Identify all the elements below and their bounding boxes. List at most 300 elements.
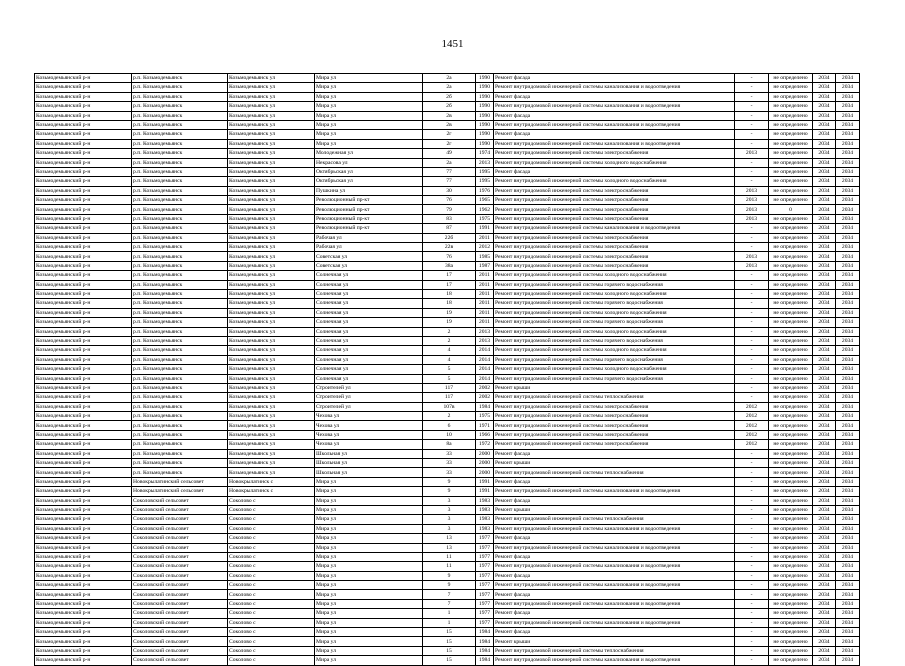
table-row xyxy=(35,252,860,261)
last-repair-year-cell: - xyxy=(735,224,769,233)
house-number-cell: 2г xyxy=(423,130,476,139)
settlement-cell: р.п. Козьмодемьянск xyxy=(132,252,228,261)
plan-year-end-cell: 2034 xyxy=(836,412,860,421)
settlement-cell: Соколовский сельсовет xyxy=(132,571,228,580)
street-cell: Советская ул xyxy=(315,261,423,270)
build-year-cell: 1977 xyxy=(476,609,494,618)
settlement-cell: р.п. Козьмодемьянск xyxy=(132,158,228,167)
street-cell: Мира ул xyxy=(315,92,423,101)
street-cell: Молодежная ул xyxy=(315,149,423,158)
last-repair-year-cell: - xyxy=(735,130,769,139)
locality-cell: Соколово с xyxy=(228,534,315,543)
plan-year-start-cell: 2034 xyxy=(813,355,836,364)
cost-cell: не определено xyxy=(769,158,813,167)
locality-cell: Козьмодемьянск ул xyxy=(228,243,315,252)
house-number-cell: 30 xyxy=(423,186,476,195)
locality-cell: Козьмодемьянск ул xyxy=(228,402,315,411)
house-number-cell: 9 xyxy=(423,477,476,486)
house-number-cell: 107в xyxy=(423,402,476,411)
plan-year-start-cell: 2034 xyxy=(813,505,836,514)
street-cell: Мира ул xyxy=(315,609,423,618)
build-year-cell: 1977 xyxy=(476,618,494,627)
plan-year-end-cell: 2034 xyxy=(836,130,860,139)
settlement-cell: Соколовский сельсовет xyxy=(132,524,228,533)
street-cell: Мира ул xyxy=(315,496,423,505)
last-repair-year-cell: - xyxy=(735,552,769,561)
cost-cell: не определено xyxy=(769,440,813,449)
last-repair-year-cell: - xyxy=(735,299,769,308)
street-cell: Солнечная ул xyxy=(315,299,423,308)
plan-year-start-cell: 2034 xyxy=(813,280,836,289)
house-number-cell: 2 xyxy=(423,327,476,336)
build-year-cell: 1990 xyxy=(476,74,494,83)
last-repair-year-cell: - xyxy=(735,158,769,167)
cost-cell: не определено xyxy=(769,618,813,627)
plan-year-end-cell: 2034 xyxy=(836,346,860,355)
street-cell: Мира ул xyxy=(315,590,423,599)
last-repair-year-cell: - xyxy=(735,139,769,148)
district-cell: Козьмодемьянский р-н xyxy=(35,590,132,599)
settlement-cell: р.п. Козьмодемьянск xyxy=(132,355,228,364)
street-cell: Солнечная ул xyxy=(315,280,423,289)
table-row xyxy=(35,205,860,214)
street-cell: Солнечная ул xyxy=(315,365,423,374)
cost-cell: не определено xyxy=(769,609,813,618)
work-type-cell: Ремонт внутридомовой инженерной системы электроснабжения xyxy=(494,421,735,430)
table-row xyxy=(35,224,860,233)
table-row xyxy=(35,656,860,665)
last-repair-year-cell: - xyxy=(735,167,769,176)
build-year-cell: 1984 xyxy=(476,637,494,646)
work-type-cell: Ремонт фасада xyxy=(494,477,735,486)
table-row xyxy=(35,346,860,355)
work-type-cell: Ремонт крыши xyxy=(494,459,735,468)
plan-year-start-cell: 2034 xyxy=(813,440,836,449)
build-year-cell: 1976 xyxy=(476,186,494,195)
locality-cell: Соколово с xyxy=(228,646,315,655)
plan-year-end-cell: 2034 xyxy=(836,196,860,205)
table-row xyxy=(35,289,860,298)
locality-cell: Козьмодемьянск ул xyxy=(228,214,315,223)
build-year-cell: 2014 xyxy=(476,346,494,355)
settlement-cell: Соколовский сельсовет xyxy=(132,618,228,627)
locality-cell: Козьмодемьянск ул xyxy=(228,177,315,186)
street-cell: Октябрьская ул xyxy=(315,177,423,186)
build-year-cell: 1985 xyxy=(476,252,494,261)
district-cell: Козьмодемьянский р-н xyxy=(35,440,132,449)
house-number-cell: 19 xyxy=(423,318,476,327)
build-year-cell: 1977 xyxy=(476,590,494,599)
cost-cell: не определено xyxy=(769,534,813,543)
house-number-cell: 3 xyxy=(423,515,476,524)
table-row xyxy=(35,243,860,252)
table-row xyxy=(35,412,860,421)
street-cell: Мира ул xyxy=(315,581,423,590)
locality-cell: Козьмодемьянск ул xyxy=(228,196,315,205)
build-year-cell: 2002 xyxy=(476,393,494,402)
settlement-cell: р.п. Козьмодемьянск xyxy=(132,177,228,186)
house-number-cell: 17 xyxy=(423,280,476,289)
district-cell: Козьмодемьянский р-н xyxy=(35,646,132,655)
last-repair-year-cell: - xyxy=(735,289,769,298)
settlement-cell: р.п. Козьмодемьянск xyxy=(132,102,228,111)
plan-year-start-cell: 2034 xyxy=(813,543,836,552)
house-number-cell: 2а xyxy=(423,83,476,92)
work-type-cell: Ремонт внутридомовой инженерной системы горячего водоснабжения xyxy=(494,299,735,308)
house-number-cell: 3 xyxy=(423,524,476,533)
cost-cell: не определено xyxy=(769,130,813,139)
table-row xyxy=(35,524,860,533)
locality-cell: Соколово с xyxy=(228,599,315,608)
table-row xyxy=(35,365,860,374)
build-year-cell: 1984 xyxy=(476,402,494,411)
last-repair-year-cell: 2012 xyxy=(735,440,769,449)
work-type-cell: Ремонт внутридомовой инженерной системы канализования и водоотведения xyxy=(494,656,735,665)
work-type-cell: Ремонт внутридомовой инженерной системы электроснабжения xyxy=(494,261,735,270)
locality-cell: Козьмодемьянск ул xyxy=(228,468,315,477)
settlement-cell: р.п. Козьмодемьянск xyxy=(132,214,228,223)
build-year-cell: 2013 xyxy=(476,336,494,345)
cost-cell: не определено xyxy=(769,261,813,270)
build-year-cell: 1977 xyxy=(476,552,494,561)
table-row xyxy=(35,440,860,449)
settlement-cell: р.п. Козьмодемьянск xyxy=(132,205,228,214)
cost-cell: не определено xyxy=(769,214,813,223)
street-cell: Октябрьская ул xyxy=(315,167,423,176)
street-cell: Солнечная ул xyxy=(315,308,423,317)
last-repair-year-cell: - xyxy=(735,271,769,280)
district-cell: Козьмодемьянский р-н xyxy=(35,167,132,176)
build-year-cell: 1990 xyxy=(476,130,494,139)
settlement-cell: р.п. Козьмодемьянск xyxy=(132,383,228,392)
cost-cell: не определено xyxy=(769,365,813,374)
plan-year-end-cell: 2034 xyxy=(836,214,860,223)
plan-year-start-cell: 2034 xyxy=(813,74,836,83)
house-number-cell: 5 xyxy=(423,365,476,374)
cost-cell: не определено xyxy=(769,477,813,486)
build-year-cell: 2011 xyxy=(476,280,494,289)
locality-cell: Козьмодемьянск ул xyxy=(228,430,315,439)
table-row xyxy=(35,261,860,270)
work-type-cell: Ремонт внутридомовой инженерной системы электроснабжения xyxy=(494,186,735,195)
settlement-cell: р.п. Козьмодемьянск xyxy=(132,149,228,158)
street-cell: Мира ул xyxy=(315,543,423,552)
district-cell: Козьмодемьянский р-н xyxy=(35,252,132,261)
last-repair-year-cell: - xyxy=(735,327,769,336)
district-cell: Козьмодемьянский р-н xyxy=(35,327,132,336)
cost-cell: не определено xyxy=(769,102,813,111)
plan-year-end-cell: 2034 xyxy=(836,308,860,317)
work-type-cell: Ремонт внутридомовой инженерной системы канализования и водоотведения xyxy=(494,524,735,533)
locality-cell: Козьмодемьянск ул xyxy=(228,374,315,383)
table-row xyxy=(35,299,860,308)
plan-year-end-cell: 2034 xyxy=(836,120,860,129)
settlement-cell: Соколовский сельсовет xyxy=(132,646,228,655)
district-cell: Козьмодемьянский р-н xyxy=(35,318,132,327)
plan-year-start-cell: 2034 xyxy=(813,524,836,533)
street-cell: Мира ул xyxy=(315,139,423,148)
table-row xyxy=(35,609,860,618)
district-cell: Козьмодемьянский р-н xyxy=(35,599,132,608)
work-type-cell: Ремонт внутридомовой инженерной системы холодного водоснабжения xyxy=(494,365,735,374)
cost-cell: не определено xyxy=(769,487,813,496)
house-number-cell: 2 xyxy=(423,412,476,421)
locality-cell: Козьмодемьянск ул xyxy=(228,158,315,167)
locality-cell: Козьмодемьянск ул xyxy=(228,393,315,402)
work-type-cell: Ремонт внутридомовой инженерной системы теплоснабжения xyxy=(494,393,735,402)
plan-year-start-cell: 2034 xyxy=(813,336,836,345)
table-row xyxy=(35,102,860,111)
cost-cell: не определено xyxy=(769,637,813,646)
build-year-cell: 2014 xyxy=(476,355,494,364)
house-number-cell: 77 xyxy=(423,177,476,186)
house-number-cell: 1 xyxy=(423,609,476,618)
street-cell: Мира ул xyxy=(315,524,423,533)
house-number-cell: 33 xyxy=(423,459,476,468)
house-number-cell: 9 xyxy=(423,581,476,590)
house-number-cell: 117 xyxy=(423,383,476,392)
plan-year-start-cell: 2034 xyxy=(813,590,836,599)
last-repair-year-cell: - xyxy=(735,83,769,92)
house-number-cell: 33 xyxy=(423,468,476,477)
locality-cell: Соколово с xyxy=(228,618,315,627)
plan-year-start-cell: 2034 xyxy=(813,534,836,543)
street-cell: Солнечная ул xyxy=(315,374,423,383)
street-cell: Чехова ул xyxy=(315,440,423,449)
district-cell: Козьмодемьянский р-н xyxy=(35,637,132,646)
plan-year-end-cell: 2034 xyxy=(836,177,860,186)
build-year-cell: 2014 xyxy=(476,374,494,383)
house-number-cell: 76 xyxy=(423,196,476,205)
house-number-cell: 5 xyxy=(423,374,476,383)
last-repair-year-cell: 2012 xyxy=(735,421,769,430)
district-cell: Козьмодемьянский р-н xyxy=(35,618,132,627)
street-cell: Мира ул xyxy=(315,552,423,561)
build-year-cell: 2013 xyxy=(476,327,494,336)
last-repair-year-cell: 2013 xyxy=(735,214,769,223)
plan-year-start-cell: 2034 xyxy=(813,449,836,458)
district-cell: Козьмодемьянский р-н xyxy=(35,393,132,402)
settlement-cell: р.п. Козьмодемьянск xyxy=(132,186,228,195)
table-row xyxy=(35,149,860,158)
locality-cell: Козьмодемьянск ул xyxy=(228,365,315,374)
work-type-cell: Ремонт внутридомовой инженерной системы электроснабжения xyxy=(494,430,735,439)
plan-year-start-cell: 2034 xyxy=(813,477,836,486)
settlement-cell: р.п. Козьмодемьянск xyxy=(132,130,228,139)
cost-cell: не определено xyxy=(769,346,813,355)
plan-year-end-cell: 2034 xyxy=(836,487,860,496)
plan-year-start-cell: 2034 xyxy=(813,515,836,524)
settlement-cell: Соколовский сельсовет xyxy=(132,515,228,524)
last-repair-year-cell: - xyxy=(735,92,769,101)
build-year-cell: 1990 xyxy=(476,102,494,111)
last-repair-year-cell: 2012 xyxy=(735,412,769,421)
settlement-cell: р.п. Козьмодемьянск xyxy=(132,224,228,233)
plan-year-end-cell: 2034 xyxy=(836,289,860,298)
cost-cell: не определено xyxy=(769,581,813,590)
plan-year-start-cell: 2034 xyxy=(813,487,836,496)
build-year-cell: 1983 xyxy=(476,505,494,514)
house-number-cell: 87 xyxy=(423,224,476,233)
locality-cell: Козьмодемьянск ул xyxy=(228,271,315,280)
street-cell: Революционный пр-кт xyxy=(315,205,423,214)
build-year-cell: 1975 xyxy=(476,412,494,421)
work-type-cell: Ремонт фасада xyxy=(494,449,735,458)
district-cell: Козьмодемьянский р-н xyxy=(35,552,132,561)
street-cell: Строителей ул xyxy=(315,402,423,411)
locality-cell: Козьмодемьянск ул xyxy=(228,421,315,430)
settlement-cell: р.п. Козьмодемьянск xyxy=(132,468,228,477)
street-cell: Строителей ул xyxy=(315,393,423,402)
cost-cell: не определено xyxy=(769,459,813,468)
street-cell: Школьная ул xyxy=(315,468,423,477)
last-repair-year-cell: - xyxy=(735,505,769,514)
plan-year-end-cell: 2034 xyxy=(836,205,860,214)
plan-year-end-cell: 2034 xyxy=(836,355,860,364)
cost-cell: не определено xyxy=(769,280,813,289)
cost-cell: не определено xyxy=(769,656,813,665)
work-type-cell: Ремонт внутридомовой инженерной системы канализования и водоотведения xyxy=(494,83,735,92)
cost-cell: не определено xyxy=(769,243,813,252)
street-cell: Строителей ул xyxy=(315,383,423,392)
plan-year-start-cell: 2034 xyxy=(813,318,836,327)
house-number-cell: 1 xyxy=(423,618,476,627)
work-type-cell: Ремонт внутридомовой инженерной системы канализования и водоотведения xyxy=(494,224,735,233)
settlement-cell: р.п. Козьмодемьянск xyxy=(132,336,228,345)
district-cell: Козьмодемьянский р-н xyxy=(35,524,132,533)
house-number-cell: 4 xyxy=(423,346,476,355)
settlement-cell: р.п. Козьмодемьянск xyxy=(132,308,228,317)
plan-year-start-cell: 2034 xyxy=(813,83,836,92)
cost-cell: не определено xyxy=(769,421,813,430)
build-year-cell: 1977 xyxy=(476,599,494,608)
last-repair-year-cell: - xyxy=(735,346,769,355)
build-year-cell: 1984 xyxy=(476,656,494,665)
cost-cell: не определено xyxy=(769,393,813,402)
settlement-cell: р.п. Козьмодемьянск xyxy=(132,271,228,280)
work-type-cell: Ремонт фасада xyxy=(494,609,735,618)
build-year-cell: 1983 xyxy=(476,515,494,524)
work-type-cell: Ремонт внутридомовой инженерной системы электроснабжения xyxy=(494,149,735,158)
table-row xyxy=(35,74,860,83)
table-row xyxy=(35,120,860,129)
settlement-cell: р.п. Козьмодемьянск xyxy=(132,318,228,327)
locality-cell: Козьмодемьянск ул xyxy=(228,120,315,129)
build-year-cell: 1990 xyxy=(476,139,494,148)
locality-cell: Козьмодемьянск ул xyxy=(228,308,315,317)
table-row xyxy=(35,402,860,411)
locality-cell: Козьмодемьянск ул xyxy=(228,74,315,83)
work-type-cell: Ремонт фасада xyxy=(494,92,735,101)
work-type-cell: Ремонт внутридомовой инженерной системы холодного водоснабжения xyxy=(494,271,735,280)
district-cell: Козьмодемьянский р-н xyxy=(35,336,132,345)
plan-year-start-cell: 2034 xyxy=(813,646,836,655)
street-cell: Революционный пр-кт xyxy=(315,214,423,223)
district-cell: Козьмодемьянский р-н xyxy=(35,111,132,120)
settlement-cell: р.п. Козьмодемьянск xyxy=(132,440,228,449)
work-type-cell: Ремонт фасада xyxy=(494,590,735,599)
table-row xyxy=(35,355,860,364)
cost-cell: не определено xyxy=(769,515,813,524)
settlement-cell: р.п. Козьмодемьянск xyxy=(132,111,228,120)
district-cell: Козьмодемьянский р-н xyxy=(35,74,132,83)
work-type-cell: Ремонт внутридомовой инженерной системы горячего водоснабжения xyxy=(494,355,735,364)
district-cell: Козьмодемьянский р-н xyxy=(35,383,132,392)
house-number-cell: 6 xyxy=(423,421,476,430)
work-type-cell: Ремонт внутридомовой инженерной системы холодного водоснабжения xyxy=(494,346,735,355)
work-type-cell: Ремонт внутридомовой инженерной системы теплоснабжения xyxy=(494,468,735,477)
table-row xyxy=(35,543,860,552)
plan-year-end-cell: 2034 xyxy=(836,599,860,608)
plan-year-start-cell: 2034 xyxy=(813,402,836,411)
table-row xyxy=(35,449,860,458)
plan-year-start-cell: 2034 xyxy=(813,365,836,374)
district-cell: Козьмодемьянский р-н xyxy=(35,177,132,186)
settlement-cell: Соколовский сельсовет xyxy=(132,562,228,571)
work-type-cell: Ремонт внутридомовой инженерной системы горячего водоснабжения xyxy=(494,336,735,345)
table-row xyxy=(35,139,860,148)
last-repair-year-cell: 2012 xyxy=(735,402,769,411)
plan-year-start-cell: 2034 xyxy=(813,224,836,233)
last-repair-year-cell: - xyxy=(735,618,769,627)
district-cell: Козьмодемьянский р-н xyxy=(35,261,132,270)
build-year-cell: 1984 xyxy=(476,646,494,655)
locality-cell: Соколово с xyxy=(228,571,315,580)
cost-cell: не определено xyxy=(769,74,813,83)
plan-year-start-cell: 2034 xyxy=(813,139,836,148)
plan-year-start-cell: 2034 xyxy=(813,383,836,392)
house-number-cell: 8а xyxy=(423,440,476,449)
street-cell: Советская ул xyxy=(315,252,423,261)
last-repair-year-cell: - xyxy=(735,534,769,543)
plan-year-end-cell: 2034 xyxy=(836,393,860,402)
house-number-cell: 2а xyxy=(423,158,476,167)
plan-year-end-cell: 2034 xyxy=(836,524,860,533)
district-cell: Козьмодемьянский р-н xyxy=(35,243,132,252)
district-cell: Козьмодемьянский р-н xyxy=(35,299,132,308)
plan-year-start-cell: 2034 xyxy=(813,327,836,336)
work-type-cell: Ремонт внутридомовой инженерной системы канализования и водоотведения xyxy=(494,543,735,552)
plan-year-start-cell: 2034 xyxy=(813,289,836,298)
build-year-cell: 2011 xyxy=(476,289,494,298)
build-year-cell: 1975 xyxy=(476,214,494,223)
house-number-cell: 2 xyxy=(423,336,476,345)
build-year-cell: 1977 xyxy=(476,581,494,590)
locality-cell: Козьмодемьянск ул xyxy=(228,299,315,308)
cost-cell: не определено xyxy=(769,139,813,148)
table-row xyxy=(35,552,860,561)
plan-year-start-cell: 2034 xyxy=(813,393,836,402)
plan-year-end-cell: 2034 xyxy=(836,83,860,92)
plan-year-start-cell: 2034 xyxy=(813,177,836,186)
work-type-cell: Ремонт внутридомовой инженерной системы холодного водоснабжения xyxy=(494,289,735,298)
plan-year-start-cell: 2034 xyxy=(813,552,836,561)
street-cell: Мира ул xyxy=(315,646,423,655)
work-type-cell: Ремонт фасада xyxy=(494,496,735,505)
build-year-cell: 1983 xyxy=(476,524,494,533)
last-repair-year-cell: - xyxy=(735,102,769,111)
work-type-cell: Ремонт внутридомовой инженерной системы холодного водоснабжения xyxy=(494,177,735,186)
house-number-cell: 11 xyxy=(423,562,476,571)
plan-year-start-cell: 2034 xyxy=(813,430,836,439)
cost-cell: не определено xyxy=(769,271,813,280)
street-cell: Рабочая ул xyxy=(315,233,423,242)
plan-year-start-cell: 2034 xyxy=(813,111,836,120)
table-row xyxy=(35,430,860,439)
house-number-cell: 13 xyxy=(423,543,476,552)
cost-cell: не определено xyxy=(769,120,813,129)
district-cell: Козьмодемьянский р-н xyxy=(35,412,132,421)
